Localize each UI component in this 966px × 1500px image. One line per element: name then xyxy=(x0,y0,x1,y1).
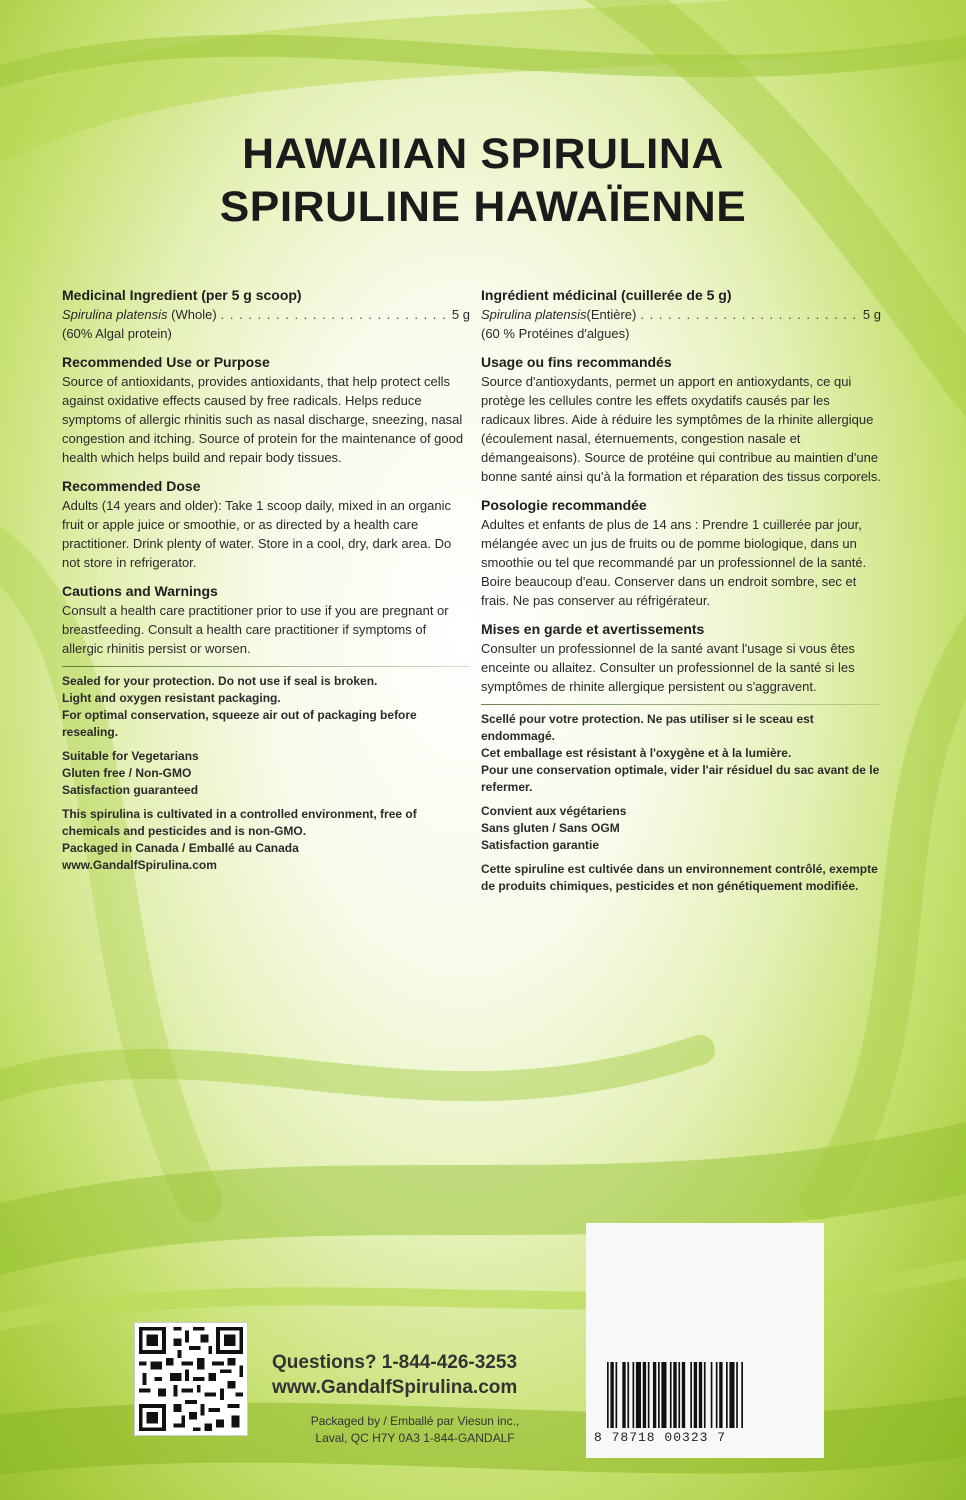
ingredient-name: Spirulina platensis (Whole) xyxy=(62,307,217,322)
packaged-by xyxy=(280,1413,550,1447)
qr-code-icon[interactable] xyxy=(134,1322,248,1436)
cautions-text: Consult a health care practitioner prior to use if you are pregnant or breastfeeding. Consult a health care practitioner if symptoms of allergic rhinitis persist or worsen. xyxy=(62,603,449,656)
questions-phone[interactable]: Questions? 1-844-426-3253 xyxy=(272,1352,518,1373)
cautions-header-fr: Mises en garde et avertissements xyxy=(481,621,705,637)
cautions-text-fr: Consulter un professionnel de la santé avant l'usage si vous êtes enceinte ou allaitez. Consulter un professionnel de la santé si les symptômes de rhinite allergique persistent ou s'aggravent. xyxy=(481,641,855,694)
sealed-notice-fr: Scellé pour votre protection. Ne pas utiliser si le sceau est endommagé. xyxy=(481,712,814,743)
conservation-notice: For optimal conservation, squeeze air out of packaging before resealing. xyxy=(62,708,417,739)
satisfaction-claim: Satisfaction guaranteed xyxy=(62,783,199,797)
cultivation-notice: This spirulina is cultivated in a controlled environment, free of chemicals and pesticides and is non-GMO. xyxy=(62,807,417,838)
leader-dots xyxy=(221,305,448,324)
conservation-notice-fr: Pour une conservation optimale, vider l'air résiduel du sac avant de le refermer. xyxy=(481,763,880,794)
contact-block xyxy=(272,1350,517,1400)
cautions-header: Cautions and Warnings xyxy=(62,583,218,599)
dose-text: Adults (14 years and older): Take 1 scoop daily, mixed in an organic fruit or apple juice or smoothie, or as directed by a health care practitioner. Drink plenty of water. Store in a cool, dry, dark area. Do not store in refrigerator. xyxy=(62,498,452,570)
packaging-notice-fr: Cet emballage est résistant à l'oxygène et à la lumière. xyxy=(481,746,792,760)
packaged-in: Packaged in Canada / Emballé au Canada xyxy=(62,841,299,855)
vegetarian-claim: Suitable for Vegetarians xyxy=(62,749,199,763)
dose-text-fr: Adultes et enfants de plus de 14 ans : Prendre 1 cuillerée par jour, mélangée avec un jus de fruits ou de pomme biologique, dans un smoothie ou tel que recommandé par un professionnel de la santé. Boire beaucoup d'eau. Conserver dans un endroit sombre, sec et frais. Ne pas conserver au réfrigérateur. xyxy=(481,517,867,608)
ingredient-amount: 5 g xyxy=(451,307,470,322)
french-column xyxy=(481,286,881,895)
ingredient-amount-fr: 5 g xyxy=(862,307,881,322)
ingredient-header: Medicinal Ingredient (per 5 g scoop) xyxy=(62,287,302,303)
use-text-fr: Source d'antioxydants, permet un apport en antioxydants, ce qui protège les cellules contre les effets oxydatifs causés par les radicaux libres. Aide à réduire les symptômes de la rhinite allergique (écoulement nasal, éternuements, congestion nasale et démangeaisons). Source de protéine qui contribue au maintien d'une bonne santé ainsi qu'à la formation et réparation des tissus corporels. xyxy=(481,374,881,484)
packaged-by-line2: Laval, QC H7Y 0A3 1-844-GANDALF xyxy=(315,1431,515,1445)
packaged-by-line1: Packaged by / Emballé par Viesun inc., xyxy=(310,1414,520,1428)
dose-header: Recommended Dose xyxy=(62,478,201,494)
ingredient-name-fr: Spirulina platensis(Entière) xyxy=(481,307,637,322)
divider-fr xyxy=(481,704,881,705)
vegetarian-claim-fr: Convient aux végétariens xyxy=(481,804,627,818)
cultivation-notice-fr: Cette spiruline est cultivée dans un environnement contrôlé, exempte de produits chimiques, pesticides et non génétiquement modifiée. xyxy=(481,862,878,893)
website-small: www.GandalfSpirulina.com xyxy=(62,858,217,872)
use-text: Source of antioxidants, provides antioxidants, that help protect cells against oxidative effects caused by free radicals. Helps reduce symptoms of allergic rhinitis such as nasal discharge, sneezing, nasal congestion and itching. Source of protein for the maintenance of good health which helps build and repair body tissues. xyxy=(62,374,464,465)
website-link[interactable]: www.GandalfSpirulina.com xyxy=(272,1377,518,1398)
gluten-claim-fr: Sans gluten / Sans OGM xyxy=(481,821,620,835)
ingredient-note: (60% Algal protein) xyxy=(62,326,172,341)
ingredient-line xyxy=(62,305,470,324)
leader-dots-fr xyxy=(640,305,859,324)
product-title-french: SPIRULINE HAWAÏENNE xyxy=(219,183,747,231)
dose-header-fr: Posologie recommandée xyxy=(481,497,647,513)
use-header: Recommended Use or Purpose xyxy=(62,354,270,370)
sealed-notice: Sealed for your protection. Do not use if seal is broken. xyxy=(62,674,378,688)
packaging-notice: Light and oxygen resistant packaging. xyxy=(62,691,281,705)
satisfaction-claim-fr: Satisfaction garantie xyxy=(481,838,600,852)
divider xyxy=(62,666,470,667)
ingredient-note-fr: (60 % Protéines d'algues) xyxy=(481,326,630,341)
ingredient-header-fr: Ingrédient médicinal (cuillerée de 5 g) xyxy=(481,287,732,303)
product-title-english: HAWAIIAN SPIRULINA xyxy=(242,130,724,178)
gluten-claim: Gluten free / Non-GMO xyxy=(62,766,192,780)
barcode-icon xyxy=(605,1362,805,1428)
use-header-fr: Usage ou fins recommandés xyxy=(481,354,672,370)
barcode-number: 8 78718 00323 7 xyxy=(594,1430,727,1445)
ingredient-line-fr xyxy=(481,305,881,324)
english-column xyxy=(62,286,470,874)
